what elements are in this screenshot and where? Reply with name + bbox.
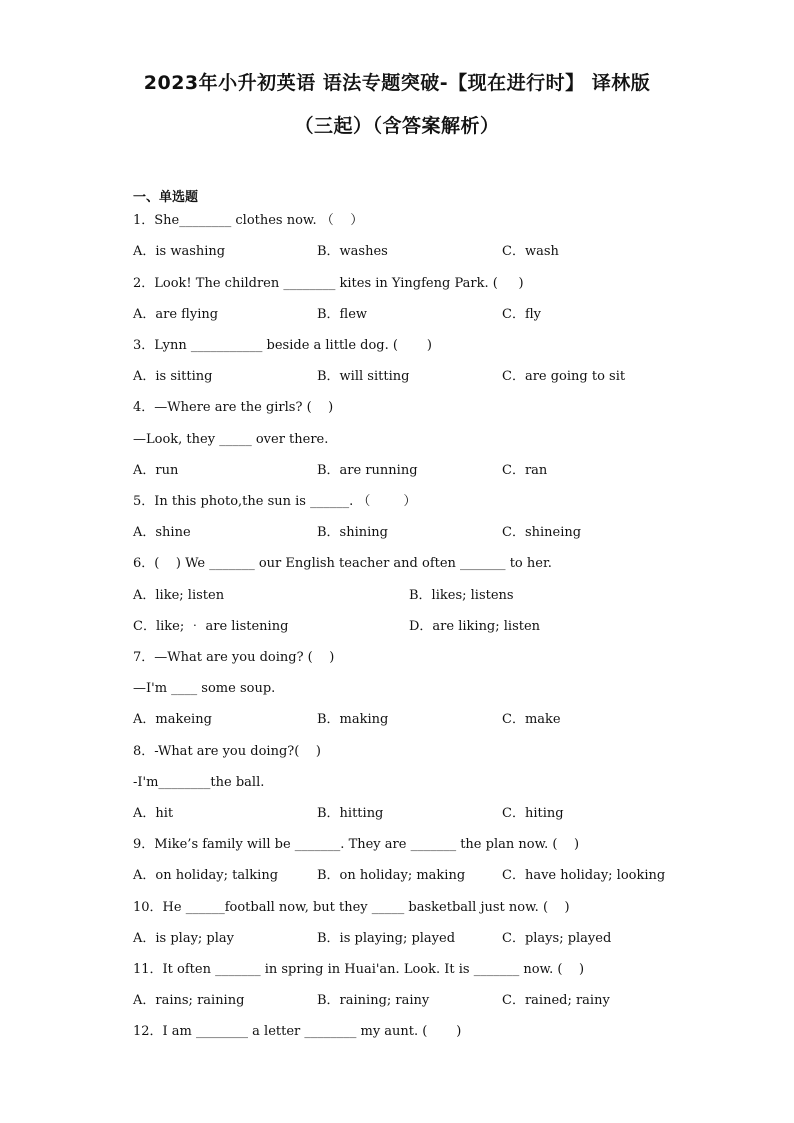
option-c[interactable]: C．wash [502, 244, 559, 259]
options-4 [133, 462, 673, 480]
option-b[interactable]: B．will sitting [317, 369, 410, 384]
option-a[interactable]: A．is washing [133, 244, 226, 259]
option-a[interactable]: A．run [133, 463, 179, 478]
question-11: 11．It often _______ in spring in Huai'an. Look. It is _______ now. ( ) [133, 962, 585, 977]
question-6: 6．( ) We _______ our English teacher and often _______ to her. [133, 556, 552, 571]
question-2: 2．Look! The children ________ kites in Yingfeng Park. ( ) [133, 276, 524, 291]
option-b[interactable]: B．is playing; played [317, 931, 456, 946]
question-1: 1．She________ clothes now. （ ） [133, 213, 364, 228]
option-c[interactable]: C．make [502, 712, 561, 727]
option-c[interactable]: C．have holiday; looking [502, 868, 666, 883]
question-12: 12．I am ________ a letter ________ my aunt. ( ) [133, 1024, 462, 1039]
option-c[interactable]: C．plays; played [502, 931, 612, 946]
option-c[interactable]: C．rained; rainy [502, 993, 610, 1008]
option-b[interactable]: B．are running [317, 463, 418, 478]
option-c[interactable]: C．ran [502, 463, 548, 478]
option-b[interactable]: B．likes; listens [409, 588, 514, 603]
section-heading: 一、单选题 [133, 190, 199, 205]
question-5: 5．In this photo,the sun is ______. （ ） [133, 494, 417, 509]
option-a[interactable]: A．is play; play [133, 931, 235, 946]
options-6-row2 [133, 618, 673, 636]
option-b[interactable]: B．making [317, 712, 389, 727]
question-7-line2: —I'm ____ some soup. [133, 681, 276, 696]
option-a[interactable]: A．are flying [133, 307, 219, 322]
document-title-line2: （三起）（含答案解析） [294, 115, 500, 137]
option-c[interactable]: C．like; ‧ are listening [133, 619, 289, 634]
question-4-line2: —Look, they _____ over there. [133, 432, 329, 447]
question-7: 7．—What are you doing? ( ) [133, 650, 335, 665]
document-title-line1: 2023年小升初英语 语法专题突破-【现在进行时】 译林版 [143, 72, 651, 94]
option-a[interactable]: A．shine [133, 525, 191, 540]
option-b[interactable]: B．shining [317, 525, 388, 540]
options-3 [133, 368, 673, 386]
option-a[interactable]: A．rains; raining [133, 993, 245, 1008]
question-8-line2: -I'm________the ball. [133, 775, 265, 790]
option-b[interactable]: B．hitting [317, 806, 384, 821]
option-d[interactable]: D．are liking; listen [409, 619, 541, 634]
option-c[interactable]: C．fly [502, 307, 541, 322]
option-b[interactable]: B．washes [317, 244, 388, 259]
option-c[interactable]: C．shineing [502, 525, 582, 540]
options-10 [133, 930, 673, 948]
options-1 [133, 243, 673, 261]
question-9: 9．Mike’s family will be _______. They are _______ the plan now. ( ) [133, 837, 580, 852]
option-b[interactable]: B．flew [317, 307, 368, 322]
question-4: 4．—Where are the girls? ( ) [133, 400, 334, 415]
option-b[interactable]: B．on holiday; making [317, 868, 466, 883]
option-a[interactable]: A．hit [133, 806, 174, 821]
question-8: 8．-What are you doing?( ) [133, 744, 321, 759]
options-2 [133, 306, 673, 324]
options-6-row1 [133, 587, 673, 605]
option-a[interactable]: A．makeing [133, 712, 212, 727]
options-5 [133, 524, 673, 542]
option-a[interactable]: A．is sitting [133, 369, 213, 384]
option-a[interactable]: A．like; listen [133, 588, 225, 603]
option-c[interactable]: C．are going to sit [502, 369, 626, 384]
options-8 [133, 805, 673, 823]
question-10: 10．He ______football now, but they _____ basketball just now. ( ) [133, 900, 570, 915]
option-b[interactable]: B．raining; rainy [317, 993, 430, 1008]
options-11 [133, 992, 673, 1010]
option-a[interactable]: A．on holiday; talking [133, 868, 279, 883]
options-9 [133, 867, 673, 885]
question-3: 3．Lynn ___________ beside a little dog. ( ) [133, 338, 432, 353]
option-c[interactable]: C．hiting [502, 806, 564, 821]
options-7 [133, 711, 673, 729]
